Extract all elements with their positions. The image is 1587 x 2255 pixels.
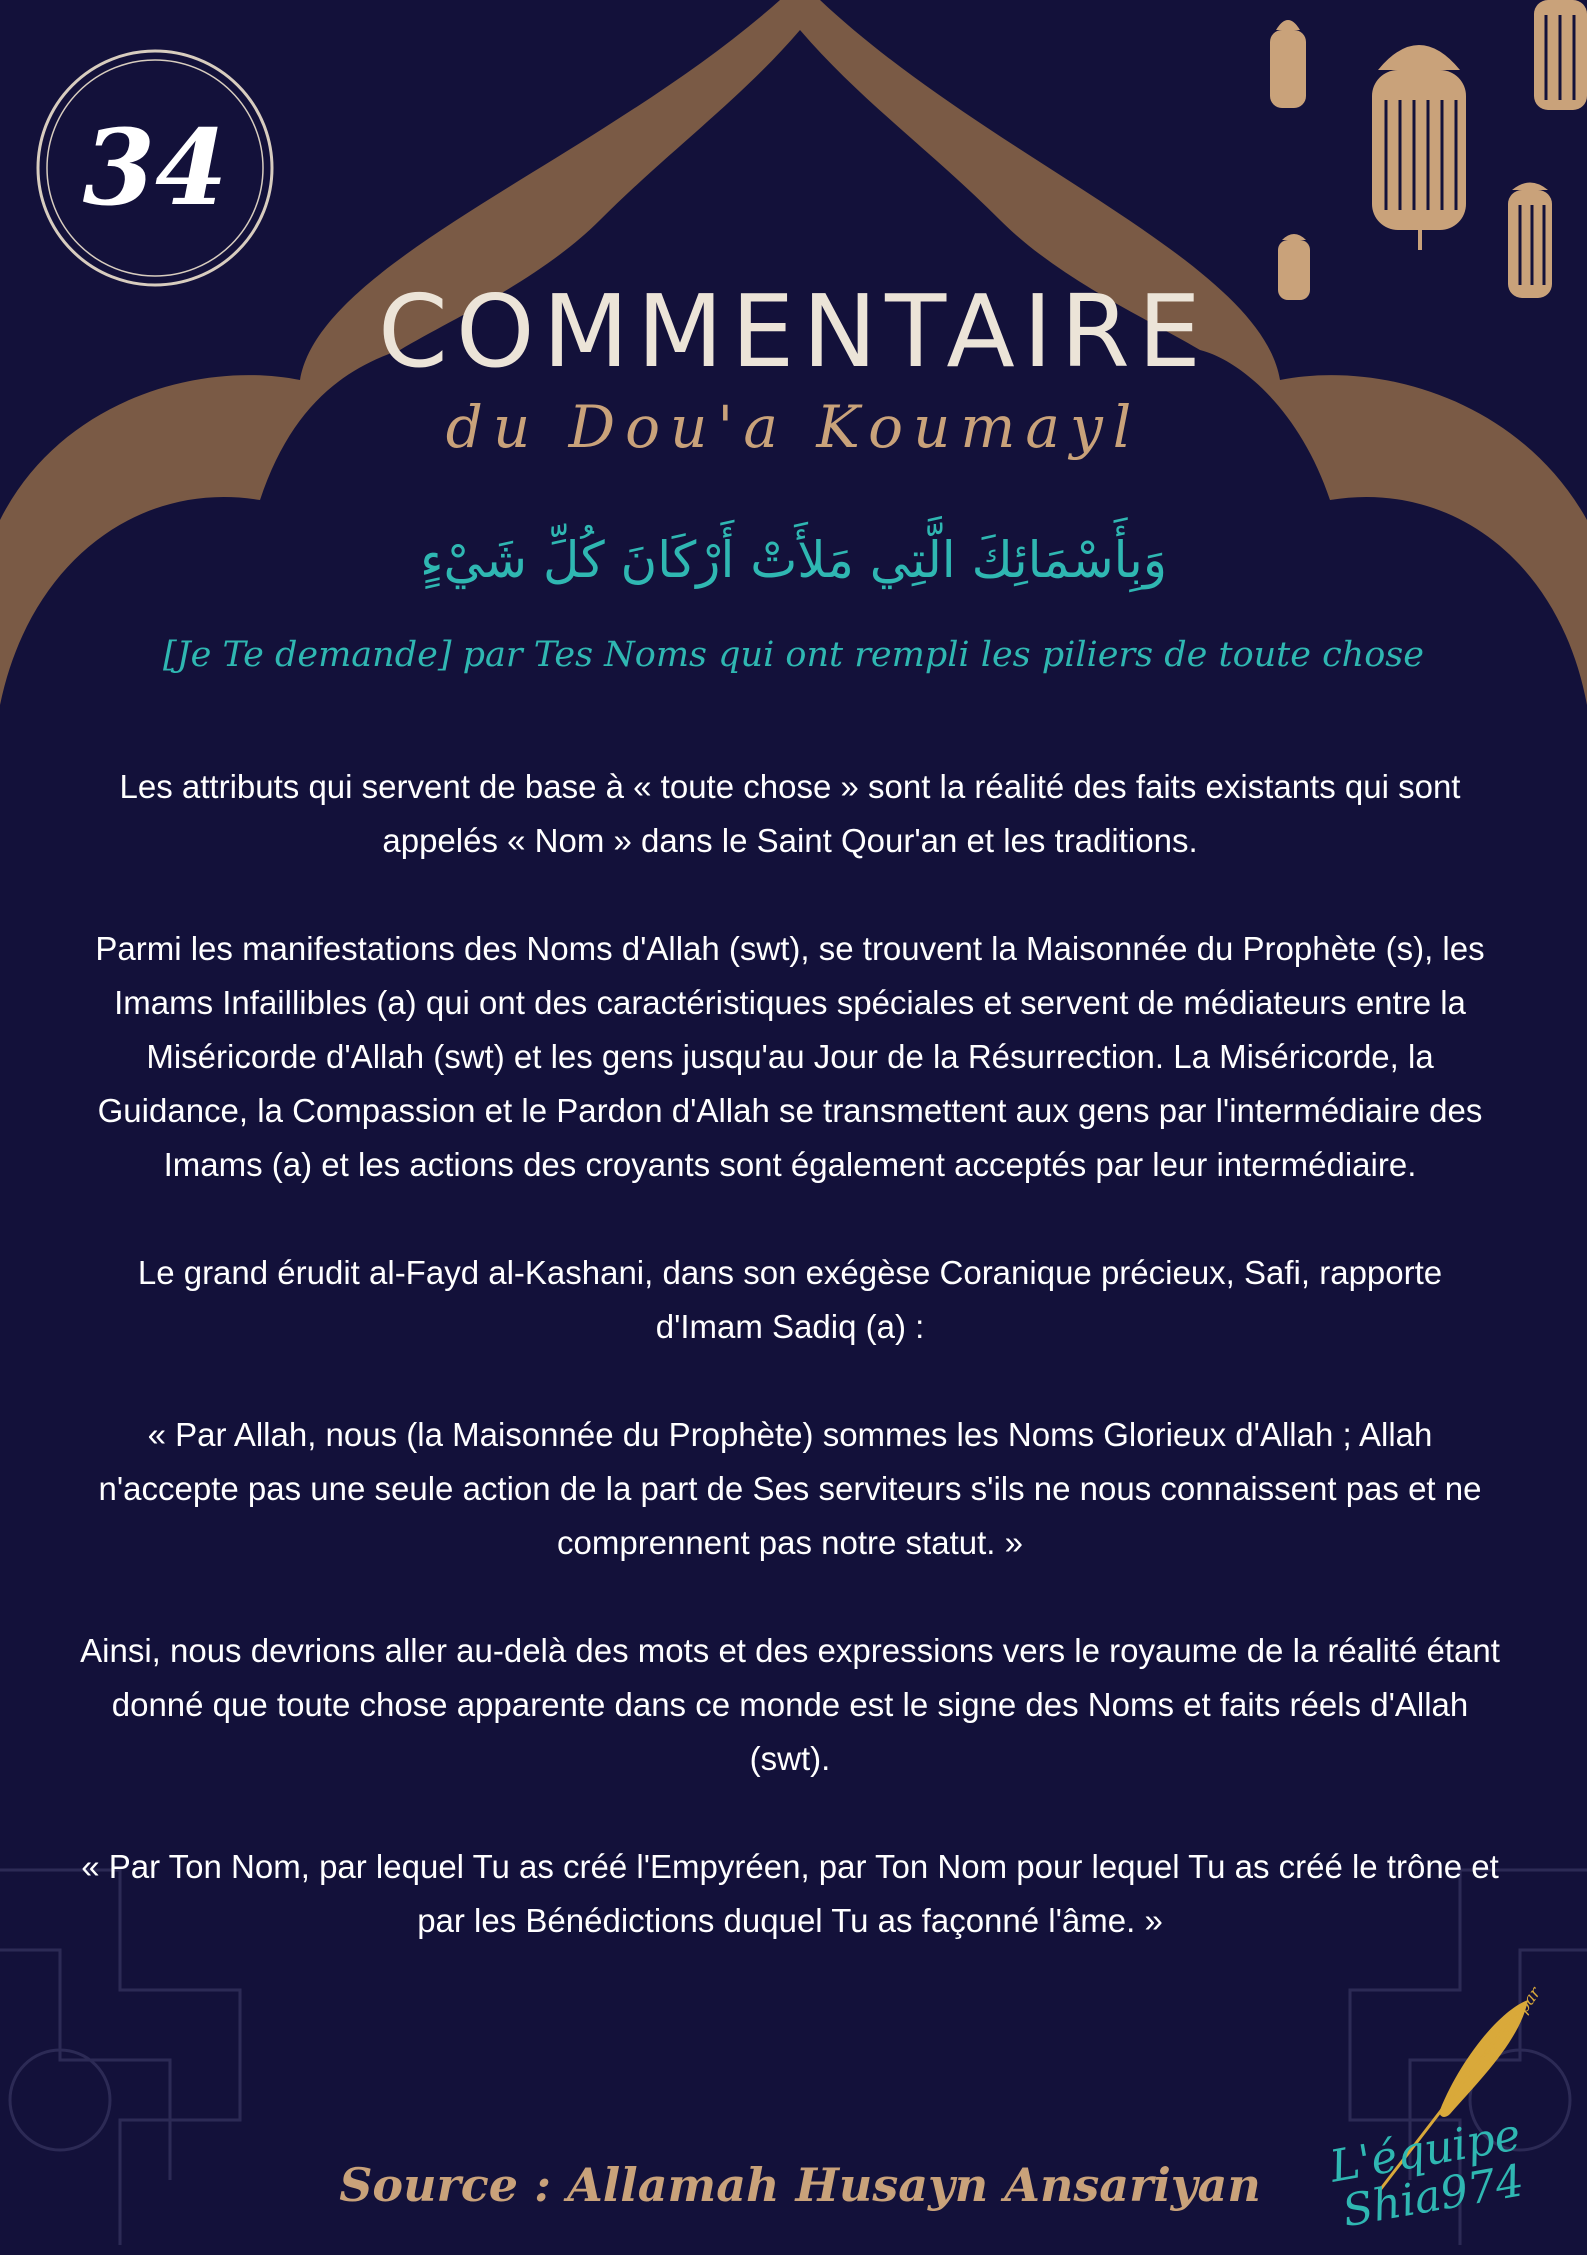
body-paragraph: « Par Ton Nom, par lequel Tu as créé l'Empyréen, par Ton Nom pour lequel Tu as créé le trône et par les Bénédictions duquel Tu as façonné l'âme. » — [81, 1848, 1499, 1939]
verse-translation: [Je Te demande] par Tes Noms qui ont rempli les piliers de toute chose — [163, 635, 1424, 675]
body-paragraph: « Par Allah, nous (la Maisonnée du Prophète) sommes les Noms Glorieux d'Allah ; Allah n'accepte pas une seule action de la part de Ses serviteurs s'ils ne nous connaissent pas et ne comprennent pas notre statut. » — [98, 1416, 1482, 1561]
body-paragraph: Parmi les manifestations des Noms d'Allah (swt), se trouvent la Maisonnée du Prophète (s), les Imams Infaillibles (a) qui ont des caractéristiques spéciales et servent de médiateurs entre la Miséricorde d'Allah (swt) et les gens jusqu'au Jour de la Résurrection. La Miséricorde, la Guidance, la Compassion et le Pardon d'Allah se transmettent aux gens par l'intermédiaire des Imams (a) et les actions des croyants sont également acceptés par leur intermédiaire. — [95, 930, 1485, 1183]
source-credit: Source : Allamah Husayn Ansariyan — [339, 2158, 1261, 2212]
body-paragraph: Les attributs qui servent de base à « toute chose » sont la réalité des faits existants qui sont appelés « Nom » dans le Saint Qour'an et les traditions. — [119, 768, 1461, 859]
commentary-body — [80, 760, 1500, 2002]
team-signature: L'équipe Shia974 — [1326, 2109, 1528, 2238]
commentary-number-badge: 34 — [82, 106, 228, 229]
page-title: COMMENTAIRE — [378, 273, 1209, 390]
signature-label: Traduit par — [1475, 1983, 1545, 2071]
body-paragraph: Ainsi, nous devrions aller au-delà des mots et des expressions vers le royaume de la réalité étant donné que toute chose apparente dans ce monde est le signe des Noms et faits réels d'Allah (swt). — [80, 1632, 1500, 1777]
arabic-verse: وَبِأَسْمَائِكَ الَّتِي مَلأَتْ أَرْكَانَ كُلِّ شَيْءٍ — [420, 531, 1167, 589]
page-subtitle: du Dou'a Koumayl — [445, 393, 1142, 461]
body-paragraph: Le grand érudit al-Fayd al-Kashani, dans son exégèse Coranique précieux, Safi, rapporte d'Imam Sadiq (a) : — [137, 1254, 1443, 1345]
